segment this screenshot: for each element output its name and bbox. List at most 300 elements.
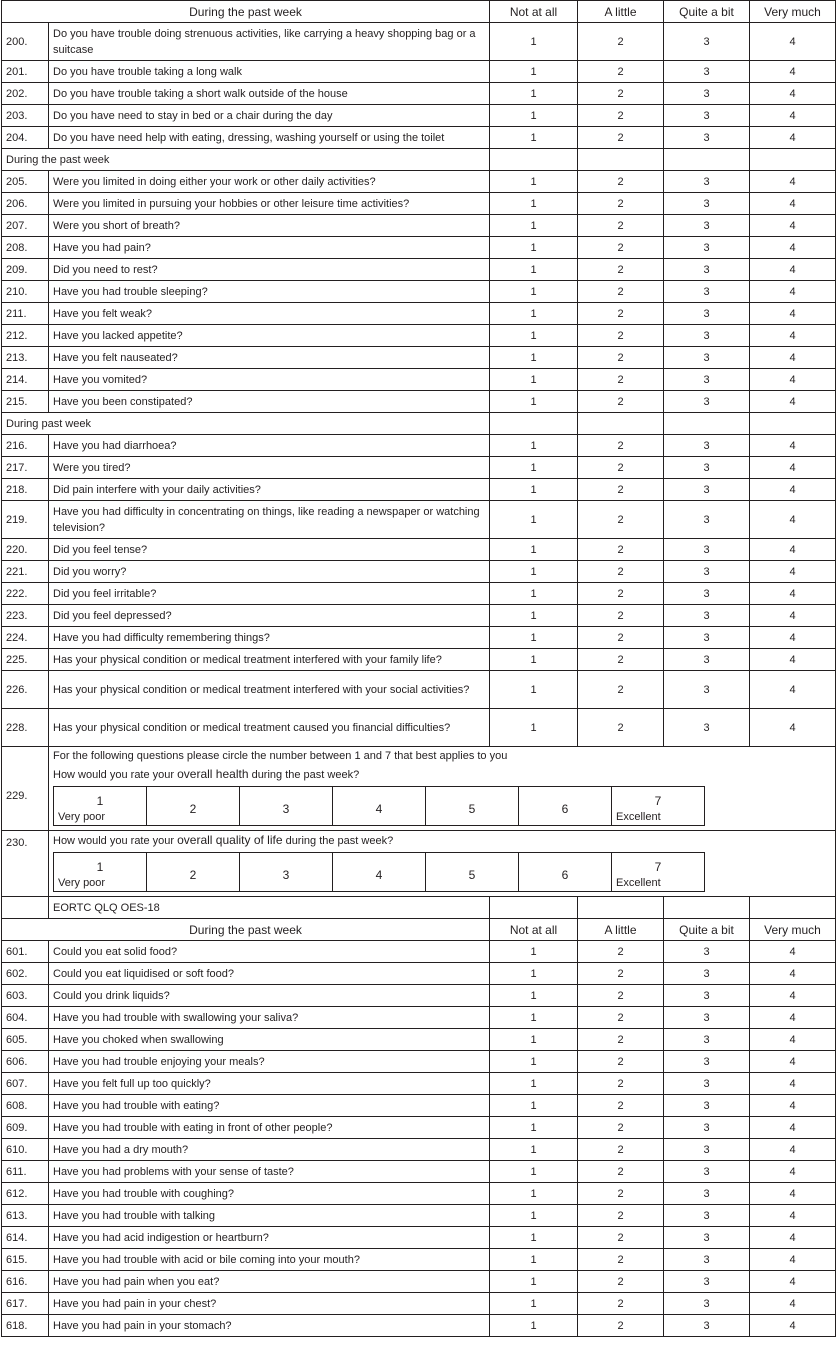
- response-option[interactable]: 4: [750, 501, 836, 539]
- response-option[interactable]: 3: [664, 479, 750, 501]
- response-option[interactable]: 3: [664, 985, 750, 1007]
- scale-option[interactable]: [612, 853, 705, 892]
- response-option[interactable]: 3: [664, 671, 750, 709]
- response-option[interactable]: 1: [490, 561, 578, 583]
- question-text: Has your physical condition or medical treatment interfered with your family life?: [49, 649, 490, 671]
- scale-number: 2: [189, 802, 197, 816]
- question-number: 229.: [2, 747, 49, 831]
- scale-option[interactable]: [54, 853, 147, 892]
- response-option[interactable]: 1: [490, 171, 578, 193]
- response-option[interactable]: 3: [664, 501, 750, 539]
- response-option[interactable]: 2: [578, 1161, 664, 1183]
- response-option[interactable]: 4: [750, 369, 836, 391]
- response-option[interactable]: 3: [664, 105, 750, 127]
- response-option[interactable]: 2: [578, 1183, 664, 1205]
- response-option[interactable]: 1: [490, 1249, 578, 1271]
- question-row: [2, 303, 836, 325]
- response-option[interactable]: 2: [578, 1029, 664, 1051]
- response-option[interactable]: 4: [750, 605, 836, 627]
- question-text: Did you feel depressed?: [49, 605, 490, 627]
- response-option[interactable]: 2: [578, 1227, 664, 1249]
- question-text: Did pain interfere with your daily activities?: [49, 479, 490, 501]
- scale-option[interactable]: [240, 787, 333, 826]
- response-option[interactable]: 4: [750, 627, 836, 649]
- question-number: 204.: [2, 127, 49, 149]
- response-option[interactable]: 2: [578, 985, 664, 1007]
- response-option[interactable]: 1: [490, 1315, 578, 1337]
- response-option[interactable]: 3: [664, 215, 750, 237]
- response-option[interactable]: 3: [664, 1161, 750, 1183]
- response-option[interactable]: 2: [578, 649, 664, 671]
- response-option[interactable]: 4: [750, 583, 836, 605]
- response-option[interactable]: 2: [578, 215, 664, 237]
- question-text: Have you had trouble with talking: [49, 1205, 490, 1227]
- question-text: Did you worry?: [49, 561, 490, 583]
- question-row: [2, 1161, 836, 1183]
- scale-number: 6: [561, 802, 569, 816]
- emphasis: overall health: [177, 767, 249, 781]
- response-option[interactable]: 2: [578, 963, 664, 985]
- response-option[interactable]: 1: [490, 215, 578, 237]
- response-option[interactable]: 2: [578, 347, 664, 369]
- scale-number: 3: [282, 802, 290, 816]
- question-number: 214.: [2, 369, 49, 391]
- question-text: Has your physical condition or medical treatment caused you financial difficulties?: [49, 709, 490, 747]
- scale-option[interactable]: [612, 787, 705, 826]
- response-option[interactable]: 3: [664, 23, 750, 61]
- response-option[interactable]: 2: [578, 671, 664, 709]
- response-option[interactable]: 1: [490, 539, 578, 561]
- response-option[interactable]: 1: [490, 325, 578, 347]
- response-option[interactable]: 3: [664, 259, 750, 281]
- scale-low-label: Very poor: [58, 877, 106, 889]
- response-option[interactable]: 2: [578, 1293, 664, 1315]
- question-row: [2, 671, 836, 709]
- response-option[interactable]: 2: [578, 583, 664, 605]
- header-title: During the past week: [2, 919, 490, 941]
- response-option[interactable]: 3: [664, 61, 750, 83]
- response-option[interactable]: 2: [578, 1073, 664, 1095]
- questionnaire-table: [1, 0, 836, 1337]
- response-option[interactable]: 2: [578, 1205, 664, 1227]
- response-option[interactable]: 3: [664, 539, 750, 561]
- response-option[interactable]: 4: [750, 985, 836, 1007]
- response-option[interactable]: 2: [578, 237, 664, 259]
- response-option[interactable]: 3: [664, 1139, 750, 1161]
- response-option[interactable]: 1: [490, 1205, 578, 1227]
- response-option[interactable]: 3: [664, 1227, 750, 1249]
- question-text: Have you had a dry mouth?: [49, 1139, 490, 1161]
- response-option[interactable]: 2: [578, 105, 664, 127]
- question-text: Have you felt full up too quickly?: [49, 1073, 490, 1095]
- question-number: 203.: [2, 105, 49, 127]
- question-row: [2, 457, 836, 479]
- question-text: Were you limited in doing either your work or other daily activities?: [49, 171, 490, 193]
- response-option[interactable]: 4: [750, 215, 836, 237]
- response-option[interactable]: 3: [664, 1293, 750, 1315]
- response-option[interactable]: 2: [578, 1249, 664, 1271]
- response-option[interactable]: 4: [750, 1029, 836, 1051]
- response-option[interactable]: 1: [490, 627, 578, 649]
- scale-number: 6: [561, 868, 569, 882]
- global-health-row: [2, 747, 836, 831]
- response-option[interactable]: 4: [750, 539, 836, 561]
- response-option[interactable]: 2: [578, 435, 664, 457]
- question-row: [2, 985, 836, 1007]
- response-option[interactable]: 2: [578, 1271, 664, 1293]
- response-option[interactable]: 1: [490, 61, 578, 83]
- question-text: Have you had pain?: [49, 237, 490, 259]
- response-option[interactable]: 1: [490, 127, 578, 149]
- question-number: 223.: [2, 605, 49, 627]
- response-option[interactable]: 3: [664, 391, 750, 413]
- response-option[interactable]: 1: [490, 1007, 578, 1029]
- response-option[interactable]: 3: [664, 171, 750, 193]
- response-option[interactable]: 2: [578, 605, 664, 627]
- response-option[interactable]: 2: [578, 1007, 664, 1029]
- question-row: [2, 1271, 836, 1293]
- response-option[interactable]: 4: [750, 303, 836, 325]
- question-text: Have you lacked appetite?: [49, 325, 490, 347]
- question-row: [2, 259, 836, 281]
- scale-option[interactable]: [54, 787, 147, 826]
- response-option[interactable]: 4: [750, 561, 836, 583]
- question-text: Have you had trouble enjoying your meals?: [49, 1051, 490, 1073]
- response-option[interactable]: 3: [664, 325, 750, 347]
- global-instruction: For the following questions please circle the number between 1 and 7 that best applies to you: [53, 750, 508, 762]
- oes-title-row: [2, 897, 836, 919]
- response-option[interactable]: 4: [750, 193, 836, 215]
- response-option[interactable]: 4: [750, 281, 836, 303]
- response-option[interactable]: 3: [664, 347, 750, 369]
- response-option[interactable]: 3: [664, 561, 750, 583]
- response-option[interactable]: 4: [750, 1315, 836, 1337]
- response-option[interactable]: 2: [578, 1139, 664, 1161]
- question-number: 612.: [2, 1183, 49, 1205]
- response-option[interactable]: 3: [664, 1183, 750, 1205]
- question-text: How would you rate your overall quality of life during the past week?: [53, 833, 394, 847]
- response-option[interactable]: 3: [664, 457, 750, 479]
- question-row: [2, 1007, 836, 1029]
- response-option[interactable]: 4: [750, 61, 836, 83]
- scale-number: 4: [375, 868, 383, 882]
- response-option[interactable]: 4: [750, 171, 836, 193]
- question-number: 221.: [2, 561, 49, 583]
- response-option[interactable]: 1: [490, 605, 578, 627]
- question-row: [2, 83, 836, 105]
- question-number: 606.: [2, 1051, 49, 1073]
- response-option[interactable]: 3: [664, 627, 750, 649]
- response-option[interactable]: 1: [490, 23, 578, 61]
- response-option[interactable]: 1: [490, 1161, 578, 1183]
- question-number: 614.: [2, 1227, 49, 1249]
- response-option[interactable]: 1: [490, 583, 578, 605]
- response-option[interactable]: 3: [664, 237, 750, 259]
- question-number: 212.: [2, 325, 49, 347]
- response-option[interactable]: 4: [750, 1249, 836, 1271]
- response-option[interactable]: 2: [578, 325, 664, 347]
- response-option[interactable]: 2: [578, 127, 664, 149]
- question-text: Could you drink liquids?: [49, 985, 490, 1007]
- response-option[interactable]: 1: [490, 1183, 578, 1205]
- response-option[interactable]: 2: [578, 83, 664, 105]
- response-option[interactable]: 2: [578, 259, 664, 281]
- scale-option[interactable]: [333, 853, 426, 892]
- response-option[interactable]: 1: [490, 1227, 578, 1249]
- scale-option[interactable]: [519, 853, 612, 892]
- response-option[interactable]: 3: [664, 1315, 750, 1337]
- response-option[interactable]: 4: [750, 1161, 836, 1183]
- response-option[interactable]: 4: [750, 1117, 836, 1139]
- question-text: Have you had trouble with coughing?: [49, 1183, 490, 1205]
- response-option[interactable]: 2: [578, 1095, 664, 1117]
- emphasis: overall quality of life: [177, 833, 283, 847]
- response-option[interactable]: 1: [490, 479, 578, 501]
- question-row: [2, 1293, 836, 1315]
- response-option[interactable]: 1: [490, 369, 578, 391]
- response-option[interactable]: 4: [750, 941, 836, 963]
- question-row: [2, 963, 836, 985]
- response-option[interactable]: 3: [664, 1007, 750, 1029]
- header-col-very-much: Very much: [750, 1, 836, 23]
- response-option[interactable]: 2: [578, 1315, 664, 1337]
- response-option[interactable]: 4: [750, 1139, 836, 1161]
- response-option[interactable]: 2: [578, 61, 664, 83]
- question-row: [2, 539, 836, 561]
- question-number: 217.: [2, 457, 49, 479]
- response-option[interactable]: 3: [664, 281, 750, 303]
- section-row: [2, 413, 836, 435]
- response-option[interactable]: 2: [578, 709, 664, 747]
- header-row-2: [2, 919, 836, 941]
- response-option[interactable]: 4: [750, 1007, 836, 1029]
- response-option[interactable]: 3: [664, 1095, 750, 1117]
- question-row: [2, 561, 836, 583]
- question-row: [2, 1139, 836, 1161]
- response-option[interactable]: 2: [578, 391, 664, 413]
- header-col-a-little: A little: [578, 1, 664, 23]
- question-number: 210.: [2, 281, 49, 303]
- response-option[interactable]: 2: [578, 193, 664, 215]
- response-option[interactable]: 4: [750, 23, 836, 61]
- response-option[interactable]: 1: [490, 709, 578, 747]
- response-option[interactable]: 2: [578, 281, 664, 303]
- response-option[interactable]: 3: [664, 1249, 750, 1271]
- header-row-1: [2, 1, 836, 23]
- response-option[interactable]: 2: [578, 501, 664, 539]
- response-option[interactable]: 1: [490, 303, 578, 325]
- response-option[interactable]: 1: [490, 1029, 578, 1051]
- question-number: 608.: [2, 1095, 49, 1117]
- response-option[interactable]: 1: [490, 671, 578, 709]
- response-option[interactable]: 1: [490, 259, 578, 281]
- response-option[interactable]: 4: [750, 391, 836, 413]
- question-text: Have you had trouble with acid or bile coming into your mouth?: [49, 1249, 490, 1271]
- question-number: 601.: [2, 941, 49, 963]
- response-option[interactable]: 4: [750, 237, 836, 259]
- question-row: [2, 237, 836, 259]
- response-option[interactable]: 4: [750, 457, 836, 479]
- question-number: 213.: [2, 347, 49, 369]
- response-option[interactable]: 3: [664, 649, 750, 671]
- response-option[interactable]: 3: [664, 1029, 750, 1051]
- scale-option[interactable]: [519, 787, 612, 826]
- question-row: [2, 23, 836, 61]
- response-option[interactable]: 1: [490, 941, 578, 963]
- response-option[interactable]: 1: [490, 1139, 578, 1161]
- response-option[interactable]: 1: [490, 1095, 578, 1117]
- response-option[interactable]: 4: [750, 1073, 836, 1095]
- response-option[interactable]: 1: [490, 347, 578, 369]
- response-option[interactable]: 4: [750, 347, 836, 369]
- response-option[interactable]: 4: [750, 1183, 836, 1205]
- response-option[interactable]: 2: [578, 1051, 664, 1073]
- response-option[interactable]: 4: [750, 709, 836, 747]
- scale-option[interactable]: [333, 787, 426, 826]
- question-text: Have you had pain in your chest?: [49, 1293, 490, 1315]
- question-row: [2, 1249, 836, 1271]
- response-option[interactable]: 1: [490, 83, 578, 105]
- question-row: [2, 1205, 836, 1227]
- scale-option[interactable]: [147, 853, 240, 892]
- question-text: Did you feel tense?: [49, 539, 490, 561]
- response-option[interactable]: 1: [490, 963, 578, 985]
- response-option[interactable]: 2: [578, 303, 664, 325]
- response-option[interactable]: 3: [664, 605, 750, 627]
- response-option[interactable]: 3: [664, 1073, 750, 1095]
- question-number: 604.: [2, 1007, 49, 1029]
- scale-option[interactable]: [147, 787, 240, 826]
- scale-option[interactable]: [240, 853, 333, 892]
- response-option[interactable]: 3: [664, 1051, 750, 1073]
- response-option[interactable]: 4: [750, 259, 836, 281]
- response-option[interactable]: 1: [490, 1293, 578, 1315]
- response-option[interactable]: 2: [578, 23, 664, 61]
- response-option[interactable]: 2: [578, 539, 664, 561]
- response-option[interactable]: 1: [490, 649, 578, 671]
- response-option[interactable]: 2: [578, 561, 664, 583]
- scale-high-label: Excellent: [616, 811, 661, 823]
- response-option[interactable]: 2: [578, 171, 664, 193]
- question-row: [2, 627, 836, 649]
- question-row: [2, 709, 836, 747]
- response-option[interactable]: 3: [664, 369, 750, 391]
- response-option[interactable]: 1: [490, 435, 578, 457]
- question-row: [2, 325, 836, 347]
- question-text: Have you had trouble sleeping?: [49, 281, 490, 303]
- response-option[interactable]: 3: [664, 941, 750, 963]
- response-option[interactable]: 3: [664, 435, 750, 457]
- response-option[interactable]: 4: [750, 83, 836, 105]
- response-option[interactable]: 3: [664, 193, 750, 215]
- response-option[interactable]: 2: [578, 457, 664, 479]
- response-option[interactable]: 3: [664, 1205, 750, 1227]
- response-option[interactable]: 3: [664, 1271, 750, 1293]
- question-row: [2, 1095, 836, 1117]
- scale-number: 4: [375, 802, 383, 816]
- scale-number: 7: [654, 794, 662, 808]
- question-row: [2, 1029, 836, 1051]
- response-option[interactable]: 1: [490, 281, 578, 303]
- question-number: 603.: [2, 985, 49, 1007]
- question-number: 617.: [2, 1293, 49, 1315]
- response-option[interactable]: 4: [750, 649, 836, 671]
- response-option[interactable]: 1: [490, 237, 578, 259]
- question-number: 611.: [2, 1161, 49, 1183]
- response-option[interactable]: 3: [664, 709, 750, 747]
- scale-option[interactable]: [426, 853, 519, 892]
- scale-number: 2: [189, 868, 197, 882]
- question-number: 206.: [2, 193, 49, 215]
- response-option[interactable]: 2: [578, 941, 664, 963]
- scale-number: 1: [96, 794, 104, 808]
- response-option[interactable]: 1: [490, 1271, 578, 1293]
- response-option[interactable]: 3: [664, 1117, 750, 1139]
- response-option[interactable]: 1: [490, 501, 578, 539]
- response-option[interactable]: 4: [750, 1095, 836, 1117]
- question-text: Have you felt weak?: [49, 303, 490, 325]
- response-option[interactable]: 4: [750, 963, 836, 985]
- response-option[interactable]: 4: [750, 1205, 836, 1227]
- response-option[interactable]: 1: [490, 105, 578, 127]
- response-option[interactable]: 1: [490, 193, 578, 215]
- scale-number: 3: [282, 868, 290, 882]
- scale-option[interactable]: [426, 787, 519, 826]
- response-option[interactable]: 3: [664, 127, 750, 149]
- question-number: 613.: [2, 1205, 49, 1227]
- response-option[interactable]: 3: [664, 583, 750, 605]
- response-option[interactable]: 4: [750, 325, 836, 347]
- question-text: Do you have trouble doing strenuous activities, like carrying a heavy shopping bag or a suitcase: [49, 23, 490, 61]
- question-number: 609.: [2, 1117, 49, 1139]
- response-option[interactable]: 1: [490, 1073, 578, 1095]
- response-option[interactable]: 1: [490, 985, 578, 1007]
- response-option[interactable]: 1: [490, 1051, 578, 1073]
- question-row: [2, 583, 836, 605]
- response-option[interactable]: 1: [490, 391, 578, 413]
- response-option[interactable]: 3: [664, 83, 750, 105]
- question-row: [2, 1227, 836, 1249]
- response-option[interactable]: 4: [750, 1293, 836, 1315]
- response-option[interactable]: 4: [750, 435, 836, 457]
- response-option[interactable]: 4: [750, 105, 836, 127]
- section-label: During past week: [2, 413, 490, 435]
- response-option[interactable]: 2: [578, 479, 664, 501]
- response-option[interactable]: 4: [750, 671, 836, 709]
- response-option[interactable]: 1: [490, 457, 578, 479]
- scale-high-label: Excellent: [616, 877, 661, 889]
- question-row: [2, 1315, 836, 1337]
- response-option[interactable]: 4: [750, 1271, 836, 1293]
- response-option[interactable]: 2: [578, 369, 664, 391]
- response-option[interactable]: 4: [750, 479, 836, 501]
- question-number: 230.: [2, 831, 49, 897]
- response-option[interactable]: 4: [750, 127, 836, 149]
- response-option[interactable]: 2: [578, 1117, 664, 1139]
- question-row: [2, 347, 836, 369]
- question-number: 220.: [2, 539, 49, 561]
- response-option[interactable]: 4: [750, 1051, 836, 1073]
- response-option[interactable]: 2: [578, 627, 664, 649]
- global-qol-cell: [49, 831, 836, 897]
- question-row: [2, 479, 836, 501]
- response-option[interactable]: 1: [490, 1117, 578, 1139]
- question-text: Have you had trouble with eating in front of other people?: [49, 1117, 490, 1139]
- question-number: 200.: [2, 23, 49, 61]
- response-option[interactable]: 3: [664, 303, 750, 325]
- response-option[interactable]: 3: [664, 963, 750, 985]
- response-option[interactable]: 4: [750, 1227, 836, 1249]
